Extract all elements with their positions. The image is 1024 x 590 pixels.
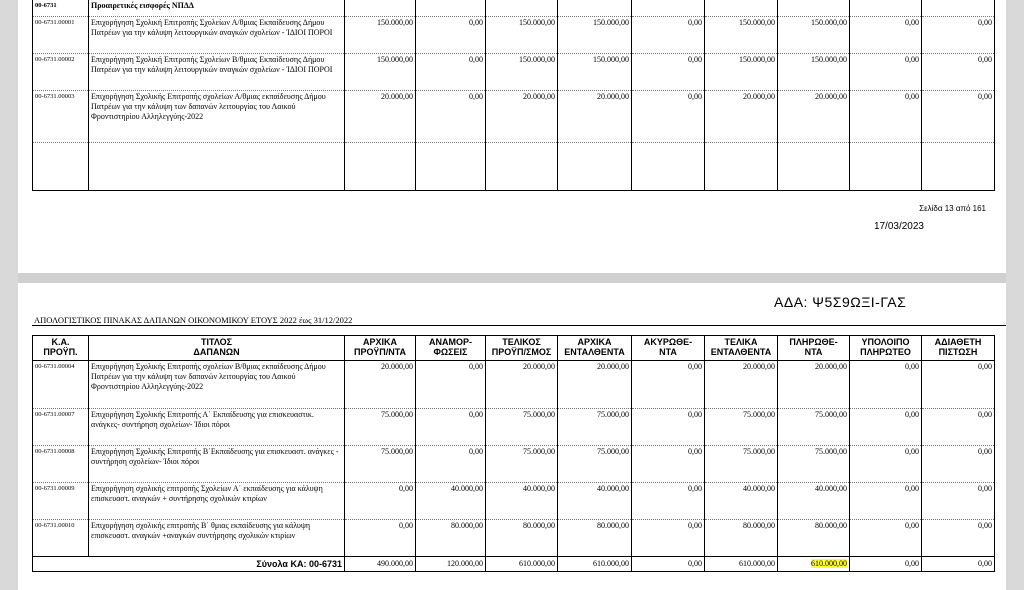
- row-title: Επιχορήγηση Σχολικής Επιτροπής Β΄Εκπαίδευσης για επισκευαστ. ανάγκες - συντήρηση σχολείων- Ίδιοι πόροι: [89, 446, 345, 483]
- table-row: [33, 409, 995, 446]
- cell-final-budget: 150.000,00: [486, 17, 558, 54]
- cell-final-budget: 75.000,00: [486, 409, 558, 446]
- cell-cancelled: 0,00: [632, 409, 705, 446]
- cell-final-committed: 150.000,00: [705, 17, 778, 54]
- cell-final-committed: 40.000,00: [705, 483, 778, 520]
- total-paid-cell: [778, 557, 850, 572]
- totals-row: [33, 557, 995, 572]
- cell-initial-committed: 40.000,00: [558, 483, 632, 520]
- total-unallocated-credit: 0,00: [922, 557, 995, 572]
- cell-amendments: 0,00: [416, 361, 486, 409]
- cell-final-budget: 80.000,00: [486, 520, 558, 557]
- cell-paid: 150.000,00: [778, 54, 850, 91]
- expenses-table: [32, 335, 995, 572]
- cell-initial-budget: 75.000,00: [345, 446, 416, 483]
- cell-final-committed: 20.000,00: [705, 91, 778, 143]
- row-title: Επιχορήγηση Σχολική Επιτροπής Σχολείων Α/θμιας Εκπαίδευσης Δήμου Πατρέων για την κάλυψη λειτουργικών αναγκών σχολείων - ΊΔΙΟΙ ΠΟΡΟΙ: [89, 17, 345, 54]
- table-row: [33, 17, 995, 54]
- total-initial-budget: 490.000,00: [345, 557, 416, 572]
- cell-unallocated-credit: 0,00: [922, 54, 995, 91]
- cell-final-committed: 75.000,00: [705, 446, 778, 483]
- document-page-13: [18, 0, 1006, 273]
- total-final-budget: 610.000,00: [486, 557, 558, 572]
- header-balance-payable: ΥΠΟΛΟΙΠΟ ΠΛΗΡΩΤΕΟ: [850, 336, 922, 361]
- cell-unallocated-credit: 0,00: [922, 520, 995, 557]
- header-initial-budget: ΑΡΧΙΚΑ ΠΡΟΫΠ/ΝΤΑ: [345, 336, 416, 361]
- row-code: 00-6731.00010: [33, 520, 89, 557]
- cell-unallocated-credit: 0,00: [922, 409, 995, 446]
- table-row: [33, 91, 995, 143]
- header-title: ΤΙΤΛΟΣ ΔΑΠΑΝΩΝ: [89, 336, 345, 361]
- cell-paid: 75.000,00: [778, 446, 850, 483]
- total-initial-committed: 610.000,00: [558, 557, 632, 572]
- row-code: 00-6731.00008: [33, 446, 89, 483]
- cell-initial-committed: 150.000,00: [558, 54, 632, 91]
- cell-final-committed: 150.000,00: [705, 54, 778, 91]
- cell-final-committed: 75.000,00: [705, 409, 778, 446]
- group-code: 00-6731: [33, 0, 89, 17]
- cell-paid: 80.000,00: [778, 520, 850, 557]
- header-cancelled: ΑΚΥΡΩΘΕ- ΝΤΑ: [632, 336, 705, 361]
- cell-initial-committed: 75.000,00: [558, 409, 632, 446]
- cell-paid: 150.000,00: [778, 17, 850, 54]
- cell-initial-committed: 80.000,00: [558, 520, 632, 557]
- table-header-row: [33, 336, 995, 361]
- row-title: Επιχορήγηση Σχολική Επιτροπής Σχολείων Β/θμιας Εκπαίδευσης Δήμου Πατρέων για την κάλυψη λειτουργικών αναγκών σχολείων - ΊΔΙΟΙ ΠΟΡΟΙ: [89, 54, 345, 91]
- row-code: 00-6731.00009: [33, 483, 89, 520]
- cell-balance-payable: 0,00: [850, 483, 922, 520]
- cell-unallocated-credit: 0,00: [922, 91, 995, 143]
- row-title: Επιχορήγηση Σχολικής Επιτροπής σχολείων Α/θμιας εκπαίδευσης Δήμου Πατρέων για την κάλυψη των δαπανών λειτουργίας του Λαικού Φροντιστηρίου Αλληλεγγύης-2022: [89, 91, 345, 143]
- row-title: Επιχορήγηση σχολικής επιτροπής Σχολείων Α΄ εκπαίδευσης για κάλυψη επισκευαστ. αναγκών + συντήρησης σχολικών κτιρίων: [89, 483, 345, 520]
- group-header-row: [33, 0, 995, 17]
- cell-cancelled: 0,00: [632, 54, 705, 91]
- row-title: Επιχορήγηση Σχολικής Επιτροπής σχολείων Β/θμιας εκπαίδευσης Δήμου Πατρέων για την κάλυψη των δαπανών λειτουργίας του Λαικού Φροντιστηρίου Αλληλεγγύης-2022: [89, 361, 345, 409]
- cell-initial-committed: 20.000,00: [558, 91, 632, 143]
- cell-balance-payable: 0,00: [850, 446, 922, 483]
- group-title: Προαιρετικές εισφορές ΝΠΔΔ: [89, 0, 345, 17]
- cell-balance-payable: 0,00: [850, 17, 922, 54]
- cell-amendments: 80.000,00: [416, 520, 486, 557]
- cell-initial-budget: 75.000,00: [345, 409, 416, 446]
- cell-initial-budget: 20.000,00: [345, 91, 416, 143]
- row-code: 00-6731.00004: [33, 361, 89, 409]
- highlighted-total-paid: 610.000,00: [811, 559, 847, 568]
- cell-amendments: 0,00: [416, 17, 486, 54]
- cell-cancelled: 0,00: [632, 446, 705, 483]
- row-code: 00-6731.00001: [33, 17, 89, 54]
- expenses-table-continued: [32, 0, 995, 191]
- table-row: [33, 520, 995, 557]
- total-final-committed: 610.000,00: [705, 557, 778, 572]
- cell-cancelled: 0,00: [632, 483, 705, 520]
- cell-final-committed: 80.000,00: [705, 520, 778, 557]
- cell-amendments: 0,00: [416, 91, 486, 143]
- cell-final-budget: 20.000,00: [486, 91, 558, 143]
- header-paid: ΠΛΗΡΩΘΕ- ΝΤΑ: [778, 336, 850, 361]
- header-initial-committed: ΑΡΧΙΚΑ ΕΝΤΑΛΘΕΝΤΑ: [558, 336, 632, 361]
- cell-amendments: 40.000,00: [416, 483, 486, 520]
- cell-initial-committed: 20.000,00: [558, 361, 632, 409]
- page-number: Σελίδα 13 από 161: [919, 204, 986, 213]
- page-separator: [18, 273, 1006, 283]
- row-code: 00-6731.00003: [33, 91, 89, 143]
- cell-unallocated-credit: 0,00: [922, 17, 995, 54]
- document-page-14: [18, 283, 1006, 590]
- cell-cancelled: 0,00: [632, 17, 705, 54]
- cell-amendments: 0,00: [416, 54, 486, 91]
- cell-initial-budget: 20.000,00: [345, 361, 416, 409]
- cell-initial-budget: 150.000,00: [345, 17, 416, 54]
- cell-final-budget: 20.000,00: [486, 361, 558, 409]
- cell-unallocated-credit: 0,00: [922, 483, 995, 520]
- table-row: [33, 483, 995, 520]
- header-unallocated-credit: ΑΔΙΑΘΕΤΗ ΠΙΣΤΩΣΗ: [922, 336, 995, 361]
- cell-unallocated-credit: 0,00: [922, 361, 995, 409]
- cell-initial-committed: 75.000,00: [558, 446, 632, 483]
- header-final-committed: ΤΕΛΙΚΑ ΕΝΤΑΛΘΕΝΤΑ: [705, 336, 778, 361]
- cell-balance-payable: 0,00: [850, 91, 922, 143]
- ada-code: ΑΔΑ: Ψ5Σ9ΩΞΙ-ΓΑΣ: [774, 294, 907, 310]
- table-row: [33, 446, 995, 483]
- cell-paid: 20.000,00: [778, 91, 850, 143]
- cell-initial-budget: 0,00: [345, 483, 416, 520]
- total-amendments: 120.000,00: [416, 557, 486, 572]
- print-date: 17/03/2023: [873, 221, 924, 232]
- report-title: ΑΠΟΛΟΓΙΣΤΙΚΟΣ ΠΙΝΑΚΑΣ ΔΑΠΑΝΩΝ ΟΙΚΟΝΟΜΙΚΟΥ ΕΤΟΥΣ 2022 έως 31/12/2022: [34, 315, 353, 325]
- cell-amendments: 0,00: [416, 446, 486, 483]
- cell-balance-payable: 0,00: [850, 54, 922, 91]
- total-cancelled: 0,00: [632, 557, 705, 572]
- cell-balance-payable: 0,00: [850, 361, 922, 409]
- row-code: 00-6731.00007: [33, 409, 89, 446]
- cell-balance-payable: 0,00: [850, 520, 922, 557]
- cell-cancelled: 0,00: [632, 91, 705, 143]
- cell-unallocated-credit: 0,00: [922, 446, 995, 483]
- cell-initial-budget: 0,00: [345, 520, 416, 557]
- cell-initial-budget: 150.000,00: [345, 54, 416, 91]
- cell-final-budget: 150.000,00: [486, 54, 558, 91]
- row-code: 00-6731.00002: [33, 54, 89, 91]
- cell-paid: 20.000,00: [778, 361, 850, 409]
- cell-cancelled: 0,00: [632, 520, 705, 557]
- cell-final-committed: 20.000,00: [705, 361, 778, 409]
- cell-amendments: 0,00: [416, 409, 486, 446]
- total-balance-payable: 0,00: [850, 557, 922, 572]
- cell-balance-payable: 0,00: [850, 409, 922, 446]
- table-row: [33, 361, 995, 409]
- cell-initial-committed: 150.000,00: [558, 17, 632, 54]
- row-title: Επιχορήγηση Σχολικής Επιτροπής Α΄ Εκπαίδευσης για επισκευαστικ. ανάγκες- συντήρηση σχολείων- Ίδιοι πόροι: [89, 409, 345, 446]
- cell-paid: 40.000,00: [778, 483, 850, 520]
- empty-row: [33, 143, 995, 191]
- title-divider: [32, 325, 1006, 326]
- cell-cancelled: 0,00: [632, 361, 705, 409]
- header-final-budget: ΤΕΛΙΚΟΣ ΠΡΟΫΠ/ΣΜΟΣ: [486, 336, 558, 361]
- header-budget-code: Κ.Α. ΠΡΟΫΠ.: [33, 336, 89, 361]
- header-amendments: ΑΝΑΜΟΡ- ΦΩΣΕΙΣ: [416, 336, 486, 361]
- table-row: [33, 54, 995, 91]
- totals-label: Σύνολα ΚΑ: 00-6731: [33, 557, 345, 572]
- row-title: Επιχορήγηση σχολικής επιτροπής Β΄ θμιας εκπαίδευσης για κάλυψη επισκευαστ. αναγκών +αναγκών συντήρησης σχολικών κτιρίων: [89, 520, 345, 557]
- cell-final-budget: 75.000,00: [486, 446, 558, 483]
- cell-final-budget: 40.000,00: [486, 483, 558, 520]
- cell-paid: 75.000,00: [778, 409, 850, 446]
